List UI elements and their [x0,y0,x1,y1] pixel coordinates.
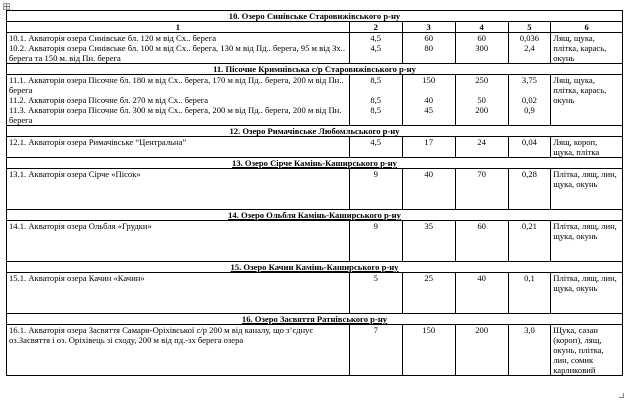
cell-value: 24 [477,137,486,147]
cell-value: 0,036 [519,33,540,43]
value-col-2 [349,75,402,126]
cell-value: 5 [373,273,378,283]
cell-value: 7 [373,325,378,335]
fish-species: Щука, сазан (короп), лящ, окунь, плітка, лин, сомик карликовий [551,325,623,376]
cell-value: 250 [475,75,489,85]
section-title-row [7,262,623,273]
value-col-2 [349,137,402,158]
water-area-description [7,137,350,158]
value-col-5 [508,169,551,210]
water-area-line: 11.1. Акваторія озера Пісочне бл. 180 м від Сх.. берега, 170 м від Пд.. берега, 200 м від Пн.. берега [9,75,344,95]
table-row [7,325,623,376]
value-col-4 [455,33,508,64]
cell-value: 200 [475,325,489,335]
value-col-3 [402,325,455,376]
cell-value: 0,1 [524,273,535,283]
water-area-line: 15.1. Акваторія озера Качин «Качин» [9,273,145,283]
water-area-line: 12.1. Акваторія озера Римачівське “Центральна” [9,137,187,147]
section-title-text: 12. Озеро Римачівське Любомльського р-ну [229,126,400,136]
table-row [7,33,623,64]
section-title-row [7,64,623,75]
fish-species: Плітка, лящ, лин, щука, окунь [551,221,623,262]
cell-value: 0,02 [521,95,537,105]
cell-value: 3,75 [521,75,537,85]
water-area-description [7,169,350,210]
fish-species: Лящ, щука, плітка, карась, окунь [551,75,623,126]
water-area-description [7,325,350,376]
water-area-line: 14.1. Акваторія озера Ольбля «Грудки» [9,221,152,231]
cell-value: 0,21 [521,221,537,231]
cell-value: 40 [424,169,433,179]
value-col-5 [508,75,551,126]
cell-value: 80 [424,43,433,53]
cell-value: 0,04 [521,137,537,147]
water-area-description [7,75,350,126]
column-header-5: 5 [508,22,551,33]
column-header-4: 4 [455,22,508,33]
fish-species: Лящ, короп, щука, плітка [551,137,623,158]
value-col-4 [455,169,508,210]
value-col-4 [455,325,508,376]
value-col-3 [402,273,455,314]
cell-value: 8,5 [370,75,382,85]
section-title [7,64,623,75]
section-title-row [7,314,623,325]
table-body [7,11,623,376]
section-title [7,314,623,325]
section-title-text: 13. Озеро Сірче Камінь-Каширського р-ну [232,158,397,168]
fish-stocking-table [6,10,623,376]
cell-value: 45 [424,105,433,115]
cell-value: 17 [424,137,433,147]
section-title-text: 14. Озеро Ольбля Камінь-Каширського р-ну [228,210,401,220]
value-col-2 [349,221,402,262]
section-title [7,126,623,137]
cell-value: 4,5 [370,137,382,147]
column-header-6: 6 [551,22,623,33]
cell-value: 0,9 [524,105,535,115]
value-col-5 [508,325,551,376]
cell-value: 25 [424,273,433,283]
cell-value: 40 [477,273,486,283]
cell-value: 200 [475,105,489,115]
cell-value: 60 [477,33,486,43]
section-title-row [7,11,623,22]
value-col-3 [402,33,455,64]
cell-value: 3,0 [524,325,535,335]
section-title-text: 16. Озеро Засвяття Ратнівського р-ну [241,314,388,324]
cell-value: 40 [424,95,433,105]
value-col-5 [508,273,551,314]
cell-value: 8,5 [370,95,382,105]
cell-value: 70 [477,169,486,179]
value-col-2 [349,33,402,64]
value-col-4 [455,273,508,314]
water-area-description [7,273,350,314]
fish-species: Плітка, лящ, лин, щука, окунь [551,273,623,314]
value-col-3 [402,169,455,210]
section-title [7,262,623,273]
column-header-3: 3 [402,22,455,33]
value-col-3 [402,75,455,126]
table-move-handle-icon[interactable] [3,3,10,10]
section-title-text: 11. Пісочне Кримнівська с/р Старовижівського р-ну [213,64,416,74]
section-title [7,210,623,221]
water-area-description [7,221,350,262]
value-col-2 [349,273,402,314]
section-title [7,158,623,169]
section-title-row [7,126,623,137]
table-row [7,273,623,314]
cell-value: 150 [422,325,436,335]
value-col-2 [349,325,402,376]
cell-value: 8,5 [370,105,382,115]
cell-value: 150 [422,75,436,85]
section-title-text: 15. Озеро Качин Камінь-Каширського р-ну [230,262,399,272]
section-title [7,11,623,22]
cell-value: 2,4 [524,43,535,53]
water-area-line: 11.2. Акваторія озера Пісочне бл. 270 м від Сх.. берега [9,95,209,105]
cell-value: 4,5 [370,33,382,43]
cell-value: 60 [477,221,486,231]
cell-value: 4,5 [370,43,382,53]
header-row [7,22,623,33]
table-row [7,221,623,262]
value-col-4 [455,75,508,126]
cell-value: 50 [477,95,486,105]
value-col-5 [508,137,551,158]
cell-value: 60 [424,33,433,43]
water-area-line: 13.1. Акваторія озера Сірче «Пісок» [9,169,141,179]
column-header-1: 1 [7,22,350,33]
column-header-2: 2 [349,22,402,33]
value-col-4 [455,221,508,262]
section-title-row [7,158,623,169]
table-row [7,137,623,158]
value-col-3 [402,137,455,158]
value-col-4 [455,137,508,158]
fish-species: Плітка, лящ, лин, щука, окунь [551,169,623,210]
cell-value: 9 [373,169,378,179]
water-area-line: 16.1. Акваторія озера Засвяття Самари-Оріхівської с/р 200 м від каналу, що з’єднує оз.Засвяття і оз. Оріхівець зі сходу, 200 м від пд.-зх берега озера [9,325,314,345]
cell-value: 9 [373,221,378,231]
value-col-3 [402,221,455,262]
section-title-text: 10. Озеро Синівське Старовижівського р-ну [228,11,401,21]
water-area-line: 11.3. Акваторія озера Пісочне бл. 300 м від Сх.. берега, 200 м від Пд.. берега, 200 м від Пн. берега [9,105,342,125]
value-col-2 [349,169,402,210]
paragraph-end-mark [619,393,624,398]
value-col-5 [508,33,551,64]
cell-value: 0,28 [521,169,537,179]
water-area-line: 10.2. Акваторія озера Синівське бл. 100 м від Сх.. берега, 130 м від Пд.. берега, 95 м від Зх.. берега та 150 м. від Пн. берега [9,43,345,63]
table-row [7,75,623,126]
water-area-line: 10.1. Акваторія озера Синівське бл. 120 м від Сх.. берега [9,33,217,43]
table-row [7,169,623,210]
water-area-description [7,33,350,64]
cell-value: 35 [424,221,433,231]
fish-species: Лящ, щука, плітка, карась, окунь [551,33,623,64]
value-col-5 [508,221,551,262]
section-title-row [7,210,623,221]
cell-value: 300 [475,43,489,53]
